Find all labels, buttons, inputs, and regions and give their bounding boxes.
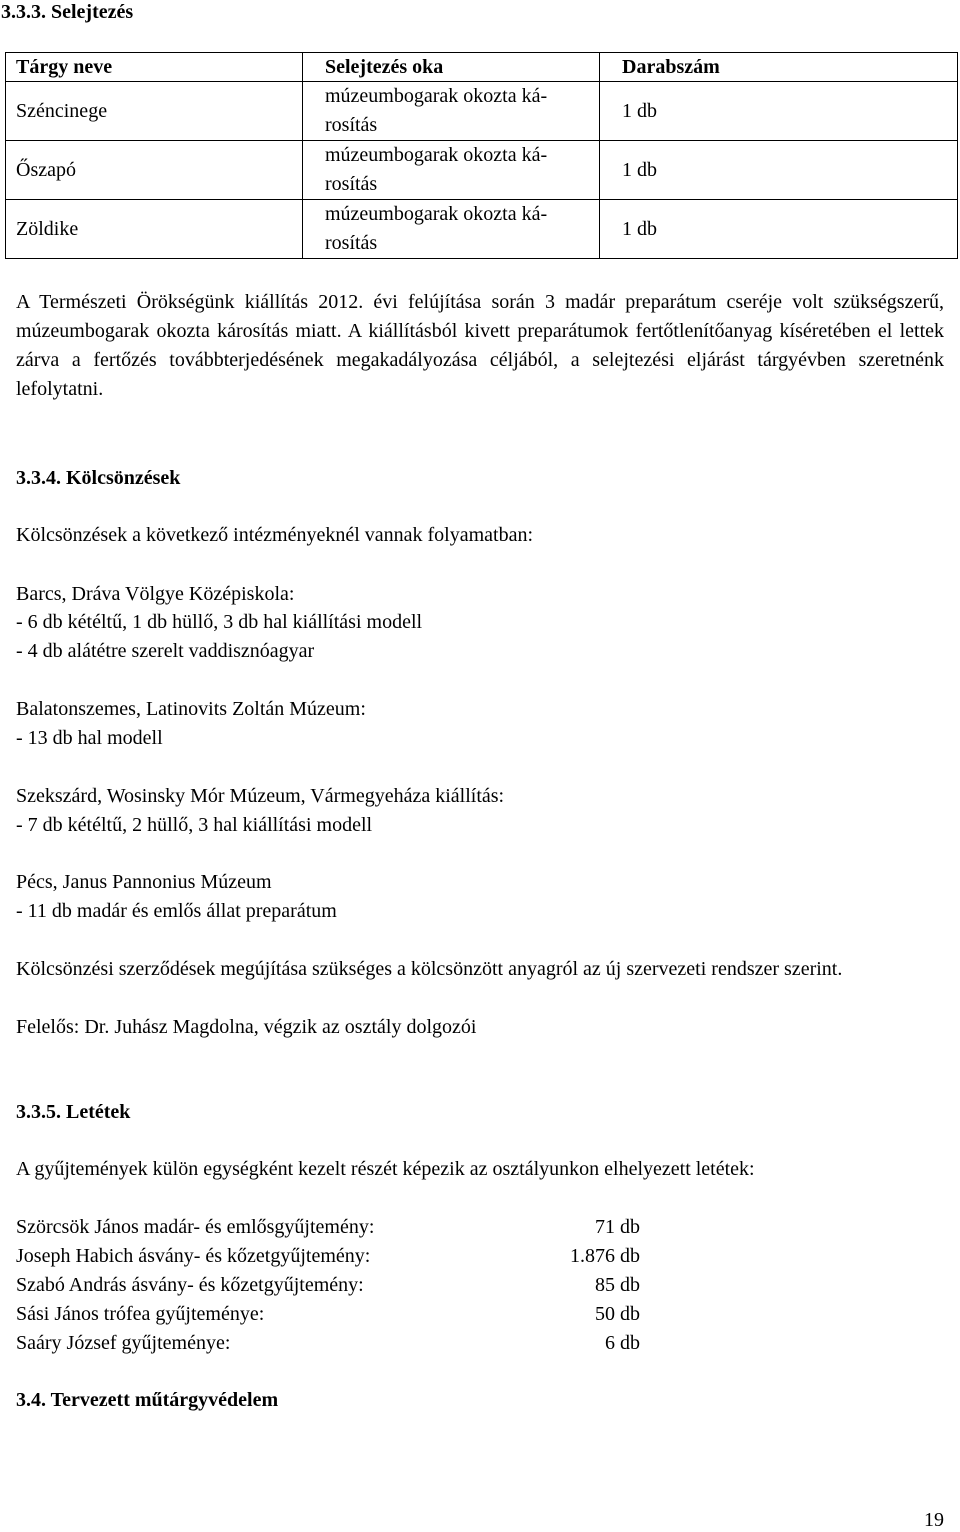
- loan-item: - 7 db kétéltű, 2 hüllő, 3 hal kiállítási modell: [16, 814, 373, 836]
- column-header-name: Tárgy neve: [6, 53, 303, 82]
- collection-count: 1.876 db: [570, 1245, 640, 1267]
- loan-item: - 11 db madár és emlős állat preparátum: [16, 900, 337, 922]
- item-reason: [303, 82, 600, 141]
- loan-item: - 13 db hal modell: [16, 727, 163, 749]
- section-heading-tervezett: 3.4. Tervezett műtárgyvédelem: [16, 1389, 279, 1411]
- section-heading-selejtezes: 3.3.3. Selejtezés: [1, 1, 134, 23]
- institution-name: Barcs, Dráva Völgye Középiskola:: [16, 583, 295, 605]
- collection-count: 71 db: [595, 1216, 640, 1238]
- section-heading-letetek: 3.3.5. Letétek: [16, 1101, 131, 1123]
- renewal-paragraph: Kölcsönzési szerződések megújítása szükséges a kölcsönzött anyagról az új szervezeti rendszer szerint.: [16, 958, 843, 980]
- loan-item: - 6 db kétéltű, 1 db hüllő, 3 db hal kiállítási modell: [16, 611, 423, 633]
- item-reason-line1: múzeumbogarak okozta ká-: [325, 144, 548, 166]
- column-header-reason: Selejtezés oka: [303, 53, 600, 82]
- collection-name: Szörcsök János madár- és emlősgyűjtemény:: [16, 1216, 375, 1238]
- item-reason-line2: rosítás: [325, 232, 378, 254]
- item-name: Széncinege: [6, 82, 303, 141]
- item-reason-line1: múzeumbogarak okozta ká-: [325, 203, 548, 225]
- letetek-intro: A gyűjtemények külön egységként kezelt részét képezik az osztályunkon elhelyezett letétek:: [16, 1158, 755, 1180]
- collection-count: 85 db: [595, 1274, 640, 1296]
- table-row: [6, 82, 958, 141]
- selejtezes-table: [5, 52, 958, 259]
- item-reason: [303, 200, 600, 259]
- item-name: Őszapó: [6, 141, 303, 200]
- item-reason: [303, 141, 600, 200]
- institution-name: Szekszárd, Wosinsky Mór Múzeum, Vármegyeháza kiállítás:: [16, 785, 505, 807]
- column-header-count: Darabszám: [600, 53, 958, 82]
- loan-item: - 4 db alátétre szerelt vaddisznóagyar: [16, 640, 315, 662]
- table-row: [6, 141, 958, 200]
- item-reason-line2: rosítás: [325, 114, 378, 136]
- item-count: 1 db: [600, 200, 958, 259]
- item-reason-line1: múzeumbogarak okozta ká-: [325, 85, 548, 107]
- collection-count: 6 db: [605, 1332, 640, 1354]
- item-name: Zöldike: [6, 200, 303, 259]
- collection-count: 50 db: [595, 1303, 640, 1325]
- responsible-line: Felelős: Dr. Juhász Magdolna, végzik az osztály dolgozói: [16, 1016, 477, 1038]
- table-row: [6, 200, 958, 259]
- collection-name: Sási János trófea gyűjteménye:: [16, 1303, 265, 1325]
- item-count: 1 db: [600, 82, 958, 141]
- kolcsonzesek-intro: Kölcsönzések a következő intézményeknél vannak folyamatban:: [16, 524, 534, 546]
- collection-name: Szabó András ásvány- és kőzetgyűjtemény:: [16, 1274, 364, 1296]
- item-reason-line2: rosítás: [325, 173, 378, 195]
- institution-name: Pécs, Janus Pannonius Múzeum: [16, 871, 272, 893]
- collection-name: Joseph Habich ásvány- és kőzetgyűjtemény:: [16, 1245, 371, 1267]
- table-header-row: [6, 53, 958, 82]
- selejtezes-paragraph: A Természeti Örökségünk kiállítás 2012. évi felújítása során 3 madár preparátum cseréje volt szükségszerű, múzeumbogarak okozta károsítás miatt. A kiállításból kivett preparátumok fertőtlenítőanyag kíséretében el lettek zárva a fertőzés továbbterjedésének megakadályozása céljából, a selejtezési eljárást tárgyévben szeretnénk lefolytatni.: [16, 291, 944, 400]
- page-number: 19: [924, 1509, 944, 1531]
- section-heading-kolcsonzesek: 3.3.4. Kölcsönzések: [16, 467, 181, 489]
- institution-name: Balatonszemes, Latinovits Zoltán Múzeum:: [16, 698, 366, 720]
- item-count: 1 db: [600, 141, 958, 200]
- collection-name: Saáry József gyűjteménye:: [16, 1332, 231, 1354]
